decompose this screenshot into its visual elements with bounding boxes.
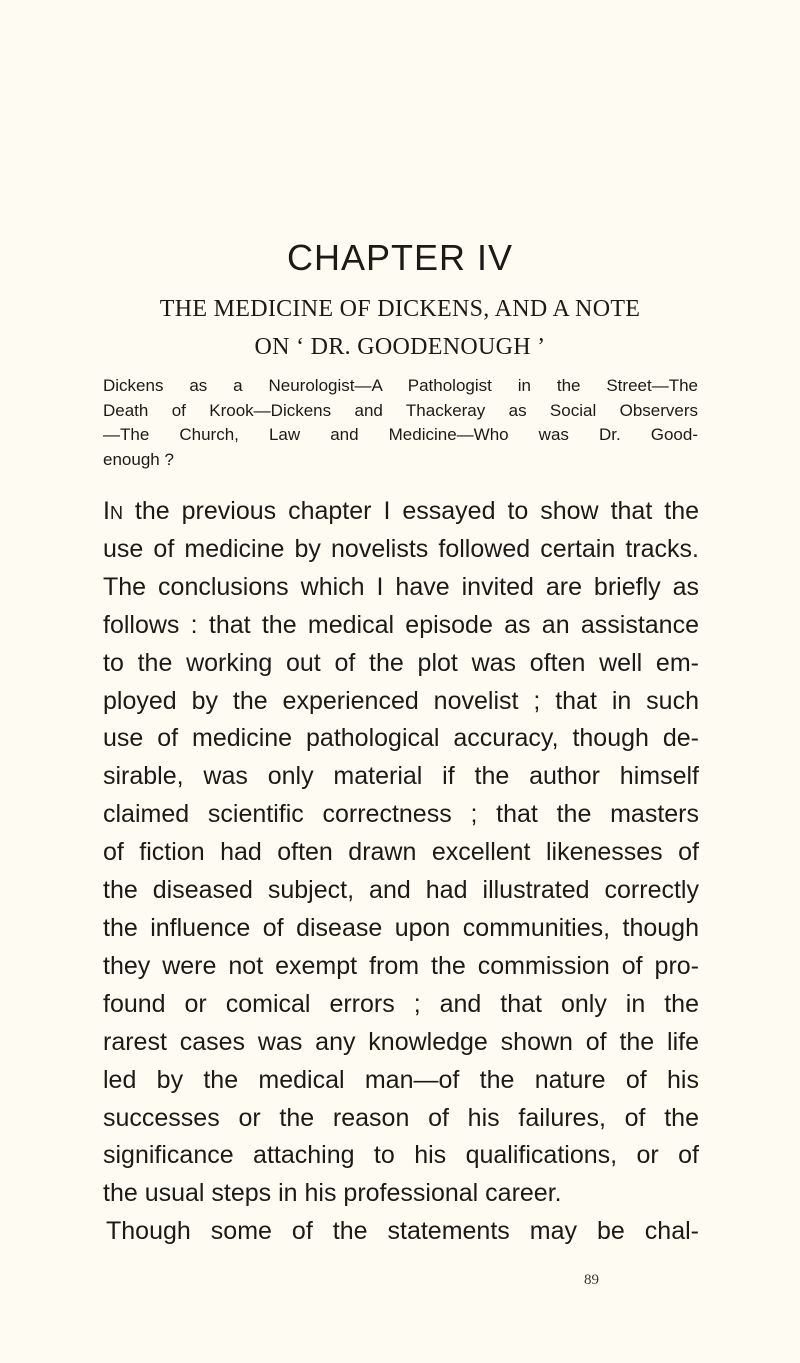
body-line: the diseased subject, and had illustrated correctly [103,876,699,905]
body-line: of fiction had often drawn excellent likenesses of [103,838,699,867]
body-paragraph [103,493,699,1251]
summary-line: enough ? [103,449,174,469]
summary-line: —The Church, Law and Medicine—Who was Dr. Good- [103,425,698,444]
body-line: led by the medical man—of the nature of his [103,1065,699,1094]
body-line: ployed by the experienced novelist ; that in such [103,686,699,715]
page-number: 89 [584,1272,599,1288]
body-line: use of medicine by novelists followed certain tracks. [103,534,699,563]
body-line: found or comical errors ; and that only in the [103,989,699,1018]
chapter-heading: CHAPTER IV [286,237,514,278]
drop-word: In [103,497,123,525]
summary-line: Death of Krook—Dickens and Thackeray as Social Observers [103,400,698,420]
chapter-title-line: ON ‘ DR. GOODENOUGH ’ [254,334,546,360]
body-line: sirable, was only material if the author himself [103,762,699,791]
body-line: use of medicine pathological accuracy, though de- [103,724,699,753]
body-line: the usual steps in his professional career. [103,1179,562,1208]
body-line: they were not exempt from the commission of pro- [103,951,699,980]
body-line: The conclusions which I have invited are briefly as [103,572,699,601]
chapter-title-line: THE MEDICINE OF DICKENS, AND A NOTE [159,296,641,322]
chapter-summary [103,374,698,472]
body-line: successes or the reason of his failures, of the [103,1103,699,1132]
body-line: the influence of disease upon communities, though [103,913,699,942]
body-line: claimed scientific correctness ; that the masters [103,800,699,829]
body-line: follows : that the medical episode as an assistance [103,610,699,639]
body-line-first [103,493,699,531]
body-line-last: Though some of the statements may be chal- [106,1217,699,1246]
summary-line: Dickens as a Neurologist—A Pathologist in the Street—The [103,376,698,395]
chapter-title [0,290,800,366]
first-line-text: the previous chapter I essayed to show that the [122,497,699,525]
body-line: rarest cases was any knowledge shown of the life [103,1027,699,1056]
body-line: significance attaching to his qualifications, or of [103,1141,699,1170]
body-line: to the working out of the plot was often well em- [103,648,699,677]
